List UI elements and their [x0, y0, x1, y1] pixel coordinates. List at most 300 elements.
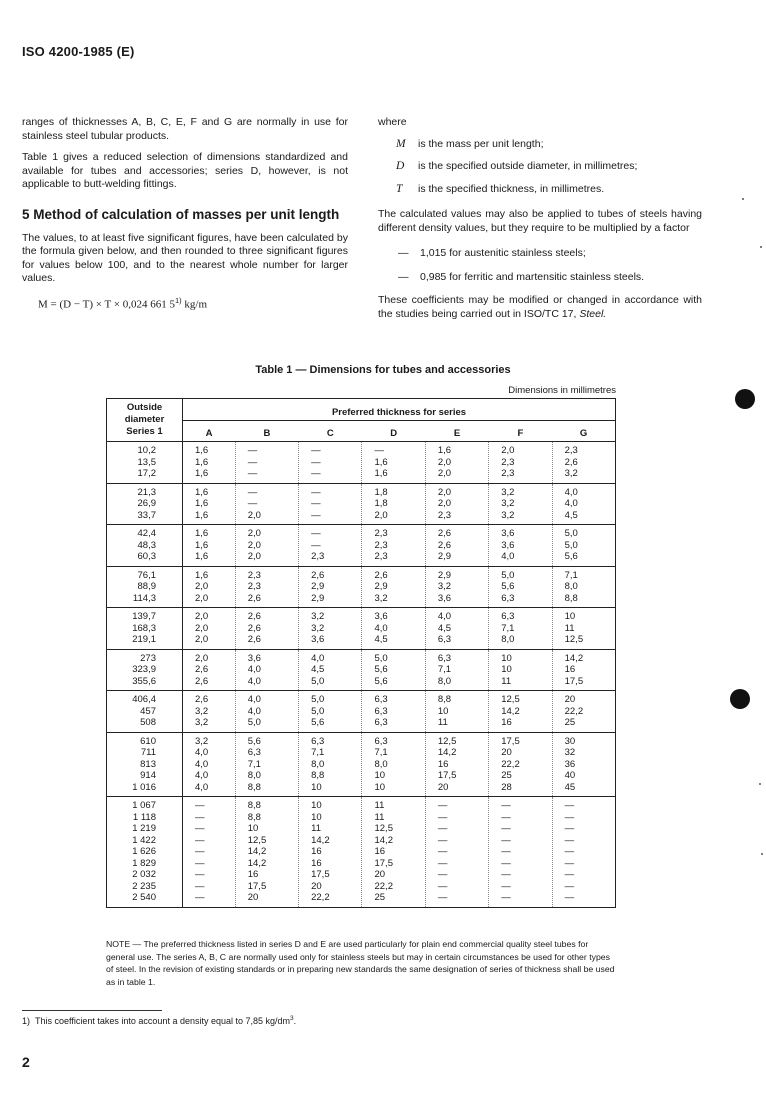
thickness-value: 2,3: [437, 509, 452, 521]
thickness-value: 20: [501, 747, 512, 758]
thickness-value: 2,0: [195, 611, 209, 622]
series-header: G: [552, 421, 615, 442]
thickness-value: 2,6: [247, 592, 261, 604]
thickness-value: 4,0: [501, 551, 515, 562]
thickness-value: 12,5: [501, 694, 520, 705]
thickness-value: 2,0: [437, 486, 452, 498]
right-column: [378, 116, 702, 329]
outside-diameter-value: 26,9: [137, 498, 156, 509]
thickness-value: 1,6: [374, 456, 388, 468]
thickness-cell-series-g: [552, 797, 615, 908]
thickness-value: 16: [311, 857, 322, 869]
thickness-cell-series-c: [299, 732, 362, 797]
thickness-value: 1,6: [195, 468, 209, 479]
thickness-value: —: [501, 834, 511, 846]
thickness-value: 10: [311, 811, 322, 823]
thickness-value: —: [195, 880, 205, 892]
factor-text: 1,015 for austenitic stainless steels;: [420, 247, 586, 259]
outside-diameter-value: 406,4: [132, 694, 156, 705]
thickness-value: 2,0: [247, 551, 261, 562]
thickness-value: 17,5: [564, 675, 584, 687]
series-header-row: [107, 421, 616, 442]
thickness-value: 4,0: [437, 611, 452, 622]
thickness-value: 1,6: [195, 569, 209, 581]
thickness-value: 22,2: [374, 880, 393, 892]
thickness-value: 4,5: [437, 622, 452, 634]
thickness-value: —: [437, 857, 448, 869]
thickness-value: 16: [374, 846, 386, 857]
paragraph: ranges of thicknesses A, B, C, E, F and G are normally in use for stainless steel tubular products.: [22, 116, 348, 142]
thickness-value: 12,5: [374, 823, 393, 834]
thickness-value: 1,8: [374, 498, 388, 509]
thickness-value: 2,9: [311, 581, 325, 592]
thickness-cell-series-f: [489, 525, 552, 567]
factor-text: 0,985 for ferritic and martensitic stainless steels.: [420, 270, 645, 283]
thickness-value: 8,0: [311, 758, 325, 770]
thickness-value: 17,5: [501, 735, 520, 747]
thickness-value: 25: [564, 717, 576, 728]
thickness-value: 2,9: [437, 551, 452, 562]
outside-diameter-value: 13,5: [137, 456, 156, 468]
outside-diameter-value: 2 540: [132, 892, 156, 903]
thickness-value: —: [437, 869, 448, 880]
thickness-value: 1,6: [195, 445, 209, 456]
thickness-cell-series-b: [235, 732, 298, 797]
thickness-value: 2,0: [195, 652, 209, 664]
thickness-value: 4,0: [247, 705, 261, 717]
thickness-value: 30: [564, 735, 576, 747]
thickness-value: 2,3: [374, 539, 388, 551]
preferred-thickness-header: Preferred thickness for series: [183, 399, 616, 421]
footnote-end: .: [293, 1016, 297, 1026]
section-heading: 5 Method of calculation of masses per unit length: [22, 206, 340, 222]
thickness-value: —: [195, 800, 205, 811]
thickness-cell-series-c: [299, 525, 362, 567]
od-header: [107, 399, 183, 442]
thickness-value: 7,1: [374, 747, 388, 758]
thickness-value: —: [437, 811, 448, 823]
thickness-value: 17,5: [311, 869, 330, 880]
where-label: where: [378, 116, 407, 128]
series-header: B: [235, 421, 298, 442]
outside-diameter-value: 1 626: [132, 846, 156, 857]
thickness-cell-series-a: [183, 797, 236, 908]
table-row-group: [107, 691, 616, 733]
thickness-value: 6,3: [374, 694, 388, 705]
thickness-value: 2,0: [437, 498, 452, 509]
thickness-cell-series-f: [489, 483, 552, 525]
thickness-value: 16: [564, 664, 576, 675]
footnote-marker: 1): [22, 1016, 31, 1026]
thickness-value: 2,0: [374, 509, 388, 521]
thickness-value: —: [311, 468, 321, 479]
thickness-value: 8,0: [564, 581, 578, 592]
thickness-value: 3,2: [437, 581, 452, 592]
outside-diameter-value: 114,3: [132, 592, 156, 604]
thickness-value: —: [501, 892, 511, 903]
thickness-value: 4,0: [311, 652, 325, 664]
thickness-cell-series-b: [235, 608, 298, 650]
thickness-value: 1,6: [195, 528, 209, 539]
dash: —: [398, 270, 409, 283]
thickness-value: 4,5: [374, 634, 388, 645]
thickness-value: 2,0: [247, 528, 261, 539]
thickness-value: 5,6: [374, 664, 388, 675]
outside-diameter-value: 1 219: [132, 823, 156, 834]
outside-diameter-value: 33,7: [137, 509, 156, 521]
thickness-value: 5,0: [311, 675, 325, 687]
thickness-value: 10: [374, 770, 386, 781]
outside-diameter-cell: [107, 566, 183, 608]
thickness-cell-series-g: [552, 442, 615, 484]
thickness-value: —: [195, 892, 205, 903]
thickness-value: —: [311, 509, 321, 521]
thickness-value: 14,2: [311, 834, 330, 846]
outside-diameter-value: 139,7: [132, 611, 156, 622]
coeff-text: These coefficients may be modified or changed in accordance with the studies being carried out in ISO/TC 17,: [378, 294, 702, 320]
definition-text: is the specified outside diameter, in millimetres;: [418, 160, 638, 172]
thickness-value: 8,8: [437, 694, 452, 705]
thickness-value: 2,3: [374, 528, 388, 539]
thickness-value: 5,6: [311, 717, 325, 728]
thickness-value: 14,2: [564, 652, 584, 664]
thickness-cell-series-f: [489, 608, 552, 650]
od-header-line: Series 1: [126, 426, 163, 437]
thickness-value: 2,6: [564, 456, 578, 468]
footnote-text: This coefficient takes into account a density equal to 7,85 kg/dm: [35, 1016, 291, 1026]
thickness-value: 5,0: [374, 652, 388, 664]
thickness-value: 2,0: [195, 592, 209, 604]
od-header-line: diameter: [124, 414, 165, 425]
outside-diameter-cell: [107, 732, 183, 797]
thickness-value: 17,5: [437, 770, 457, 781]
thickness-value: 4,0: [374, 622, 388, 634]
thickness-cell-series-c: [299, 442, 362, 484]
thickness-value: 2,6: [437, 528, 452, 539]
definition-text: is the specified thickness, in millimetres.: [418, 182, 605, 195]
document-header: ISO 4200-1985 (E): [22, 44, 135, 59]
thickness-value: 5,0: [311, 705, 325, 717]
thickness-value: 7,1: [311, 747, 325, 758]
coeff-italic: Steel.: [579, 307, 607, 320]
thickness-value: 11: [564, 622, 575, 634]
definition-row: [396, 160, 702, 174]
thickness-value: —: [437, 800, 448, 811]
thickness-value: 6,3: [247, 747, 261, 758]
thickness-cell-series-g: [552, 649, 615, 691]
table-row-group: [107, 649, 616, 691]
thickness-cell-series-a: [183, 483, 236, 525]
footnote: [22, 1015, 296, 1026]
thickness-cell-series-g: [552, 732, 615, 797]
table-row-group: [107, 442, 616, 484]
thickness-value: —: [437, 823, 448, 834]
scan-speck: [759, 783, 761, 785]
outside-diameter-value: 48,3: [137, 539, 156, 551]
thickness-value: 8,0: [374, 758, 388, 770]
thickness-value: 11: [311, 823, 321, 834]
thickness-value: —: [195, 811, 205, 823]
thickness-value: 2,6: [195, 664, 209, 675]
outside-diameter-value: 273: [140, 652, 156, 664]
thickness-value: 2,9: [311, 592, 325, 604]
thickness-value: 1,6: [437, 445, 452, 456]
thickness-value: 8,8: [247, 811, 261, 823]
thickness-value: 20: [374, 869, 386, 880]
thickness-value: 2,0: [437, 456, 452, 468]
thickness-value: 10: [564, 611, 576, 622]
thickness-value: —: [501, 823, 511, 834]
thickness-value: 20: [437, 781, 449, 793]
thickness-value: —: [247, 468, 258, 479]
table-row-group: [107, 566, 616, 608]
thickness-value: 2,9: [374, 581, 388, 592]
thickness-cell-series-b: [235, 483, 298, 525]
thickness-value: 5,0: [247, 717, 261, 728]
table-row-group: [107, 732, 616, 797]
thickness-value: —: [311, 486, 321, 498]
thickness-cell-series-e: [425, 691, 488, 733]
thickness-value: 36: [564, 758, 576, 770]
thickness-value: —: [564, 823, 575, 834]
thickness-value: —: [564, 811, 575, 823]
thickness-value: —: [501, 800, 511, 811]
thickness-value: 2,6: [195, 694, 209, 705]
thickness-value: 22,2: [311, 892, 330, 903]
thickness-value: —: [501, 846, 511, 857]
outside-diameter-value: 2 032: [132, 869, 156, 880]
thickness-value: 25: [501, 770, 512, 781]
thickness-value: 6,3: [311, 735, 325, 747]
definition-row: [396, 138, 702, 152]
thickness-value: 6,3: [374, 705, 388, 717]
outside-diameter-value: 10,2: [137, 445, 156, 456]
thickness-value: 3,6: [311, 634, 325, 645]
thickness-value: 16: [437, 758, 449, 770]
thickness-value: 28: [501, 781, 512, 793]
thickness-cell-series-d: [362, 525, 425, 567]
series-header: A: [183, 421, 236, 442]
outside-diameter-value: 610: [140, 735, 156, 747]
series-header: F: [489, 421, 552, 442]
thickness-value: 2,6: [437, 539, 452, 551]
thickness-value: 4,5: [311, 664, 325, 675]
outside-diameter-value: 457: [140, 705, 156, 717]
thickness-cell-series-b: [235, 566, 298, 608]
thickness-value: —: [247, 498, 258, 509]
punch-hole: [730, 689, 750, 709]
thickness-value: 4,0: [564, 498, 578, 509]
thickness-value: 5,6: [247, 735, 261, 747]
series-header: D: [362, 421, 425, 442]
outside-diameter-value: 88,9: [137, 581, 156, 592]
thickness-value: 7,1: [247, 758, 261, 770]
thickness-value: —: [564, 800, 575, 811]
thickness-cell-series-f: [489, 566, 552, 608]
outside-diameter-value: 1 067: [132, 800, 156, 811]
thickness-cell-series-e: [425, 442, 488, 484]
thickness-cell-series-c: [299, 691, 362, 733]
thickness-value: 1,6: [195, 498, 209, 509]
outside-diameter-value: 60,3: [137, 551, 156, 562]
thickness-cell-series-d: [362, 732, 425, 797]
thickness-cell-series-e: [425, 608, 488, 650]
thickness-value: 16: [247, 869, 259, 880]
thickness-value: 3,6: [374, 611, 388, 622]
thickness-cell-series-e: [425, 649, 488, 691]
thickness-value: 3,6: [437, 592, 452, 604]
definition-text: is the mass per unit length;: [418, 137, 544, 150]
thickness-cell-series-g: [552, 608, 615, 650]
thickness-value: 2,3: [501, 456, 515, 468]
thickness-value: 3,2: [311, 622, 325, 634]
thickness-cell-series-d: [362, 483, 425, 525]
thickness-value: 4,0: [195, 781, 209, 793]
thickness-cell-series-b: [235, 691, 298, 733]
outside-diameter-value: 355,6: [132, 675, 156, 687]
thickness-value: 4,0: [247, 675, 261, 687]
thickness-value: 2,0: [247, 509, 261, 521]
factor-item: [398, 271, 702, 285]
paragraph: Table 1 gives a reduced selection of dimensions standardized and available for tubes and accessories; series D, however, is not applicable to butt-welding fittings.: [22, 151, 348, 190]
thickness-value: —: [311, 456, 321, 468]
thickness-value: 2,3: [247, 581, 261, 592]
thickness-value: 20: [247, 892, 259, 903]
thickness-value: 11: [437, 717, 448, 728]
thickness-value: 1,6: [195, 486, 209, 498]
thickness-value: —: [437, 846, 448, 857]
table-row-group: [107, 608, 616, 650]
outside-diameter-cell: [107, 797, 183, 908]
footnote-sup: 3: [290, 1015, 294, 1022]
thickness-value: 10: [311, 781, 322, 793]
thickness-value: —: [564, 869, 575, 880]
thickness-value: 4,0: [247, 664, 261, 675]
thickness-value: —: [501, 857, 511, 869]
thickness-cell-series-b: [235, 442, 298, 484]
thickness-value: —: [564, 846, 575, 857]
thickness-value: —: [311, 528, 321, 539]
thickness-value: —: [501, 811, 511, 823]
outside-diameter-cell: [107, 608, 183, 650]
scan-speck: [760, 246, 762, 248]
thickness-value: 5,0: [501, 569, 515, 581]
outside-diameter-value: 1 118: [132, 811, 156, 823]
thickness-cell-series-e: [425, 797, 488, 908]
thickness-value: —: [195, 823, 205, 834]
thickness-cell-series-e: [425, 732, 488, 797]
page-number: 2: [22, 1054, 30, 1070]
outside-diameter-value: 1 829: [132, 857, 156, 869]
outside-diameter-value: 2 235: [132, 880, 156, 892]
thickness-value: —: [247, 456, 258, 468]
thickness-value: 16: [501, 717, 512, 728]
thickness-cell-series-d: [362, 442, 425, 484]
thickness-value: 2,3: [311, 551, 325, 562]
outside-diameter-value: 219,1: [132, 634, 156, 645]
definition-symbol: T: [396, 182, 403, 195]
thickness-value: 2,6: [247, 634, 261, 645]
thickness-cell-series-e: [425, 566, 488, 608]
thickness-cell-series-c: [299, 649, 362, 691]
thickness-value: 1,8: [374, 486, 388, 498]
thickness-cell-series-f: [489, 691, 552, 733]
thickness-cell-series-g: [552, 525, 615, 567]
paragraph: [378, 294, 702, 321]
thickness-value: —: [311, 539, 321, 551]
thickness-value: 2,0: [195, 622, 209, 634]
factor-item: [398, 247, 702, 261]
thickness-value: 11: [501, 675, 512, 687]
thickness-cell-series-e: [425, 525, 488, 567]
thickness-cell-series-b: [235, 649, 298, 691]
thickness-value: 2,0: [195, 634, 209, 645]
thickness-value: 17,5: [247, 880, 267, 892]
thickness-value: 5,6: [501, 581, 515, 592]
thickness-value: —: [564, 857, 575, 869]
series-header: C: [299, 421, 362, 442]
thickness-value: 10: [374, 781, 386, 793]
outside-diameter-cell: [107, 691, 183, 733]
thickness-value: 40: [564, 770, 576, 781]
thickness-value: 3,2: [564, 468, 578, 479]
outside-diameter-value: 21,3: [137, 486, 156, 498]
thickness-cell-series-a: [183, 649, 236, 691]
thickness-value: 8,8: [311, 770, 325, 781]
thickness-cell-series-c: [299, 566, 362, 608]
table-title: Table 1 — Dimensions for tubes and accessories: [255, 364, 511, 376]
thickness-value: 3,2: [501, 486, 515, 498]
thickness-value: 2,3: [247, 569, 261, 581]
thickness-value: 2,3: [501, 468, 515, 479]
outside-diameter-value: 168,3: [132, 622, 156, 634]
thickness-cell-series-f: [489, 797, 552, 908]
outside-diameter-value: 1 422: [132, 834, 156, 846]
thickness-value: 8,0: [501, 634, 515, 645]
thickness-value: 4,0: [195, 758, 209, 770]
thickness-cell-series-a: [183, 442, 236, 484]
thickness-value: —: [564, 880, 575, 892]
mass-formula: [38, 294, 348, 312]
thickness-value: 2,6: [195, 675, 209, 687]
thickness-value: 25: [374, 892, 386, 903]
thickness-cell-series-a: [183, 691, 236, 733]
thickness-cell-series-a: [183, 525, 236, 567]
thickness-cell-series-c: [299, 608, 362, 650]
thickness-value: 2,3: [374, 551, 388, 562]
thickness-value: 8,8: [247, 800, 261, 811]
thickness-value: 3,2: [311, 611, 325, 622]
thickness-value: 45: [564, 781, 576, 793]
thickness-value: 8,0: [247, 770, 261, 781]
outside-diameter-cell: [107, 442, 183, 484]
outside-diameter-value: 323,9: [132, 664, 156, 675]
thickness-value: 5,0: [311, 694, 325, 705]
thickness-value: 8,8: [564, 592, 578, 604]
thickness-value: —: [247, 445, 258, 456]
thickness-cell-series-d: [362, 691, 425, 733]
outside-diameter-value: 711: [140, 747, 156, 758]
dash: —: [398, 247, 409, 259]
outside-diameter-value: 42,4: [137, 528, 156, 539]
thickness-cell-series-g: [552, 483, 615, 525]
outside-diameter-value: 914: [140, 770, 156, 781]
thickness-value: —: [247, 486, 258, 498]
series-header: E: [425, 421, 488, 442]
thickness-value: 4,0: [195, 747, 209, 758]
thickness-cell-series-b: [235, 797, 298, 908]
outside-diameter-cell: [107, 649, 183, 691]
